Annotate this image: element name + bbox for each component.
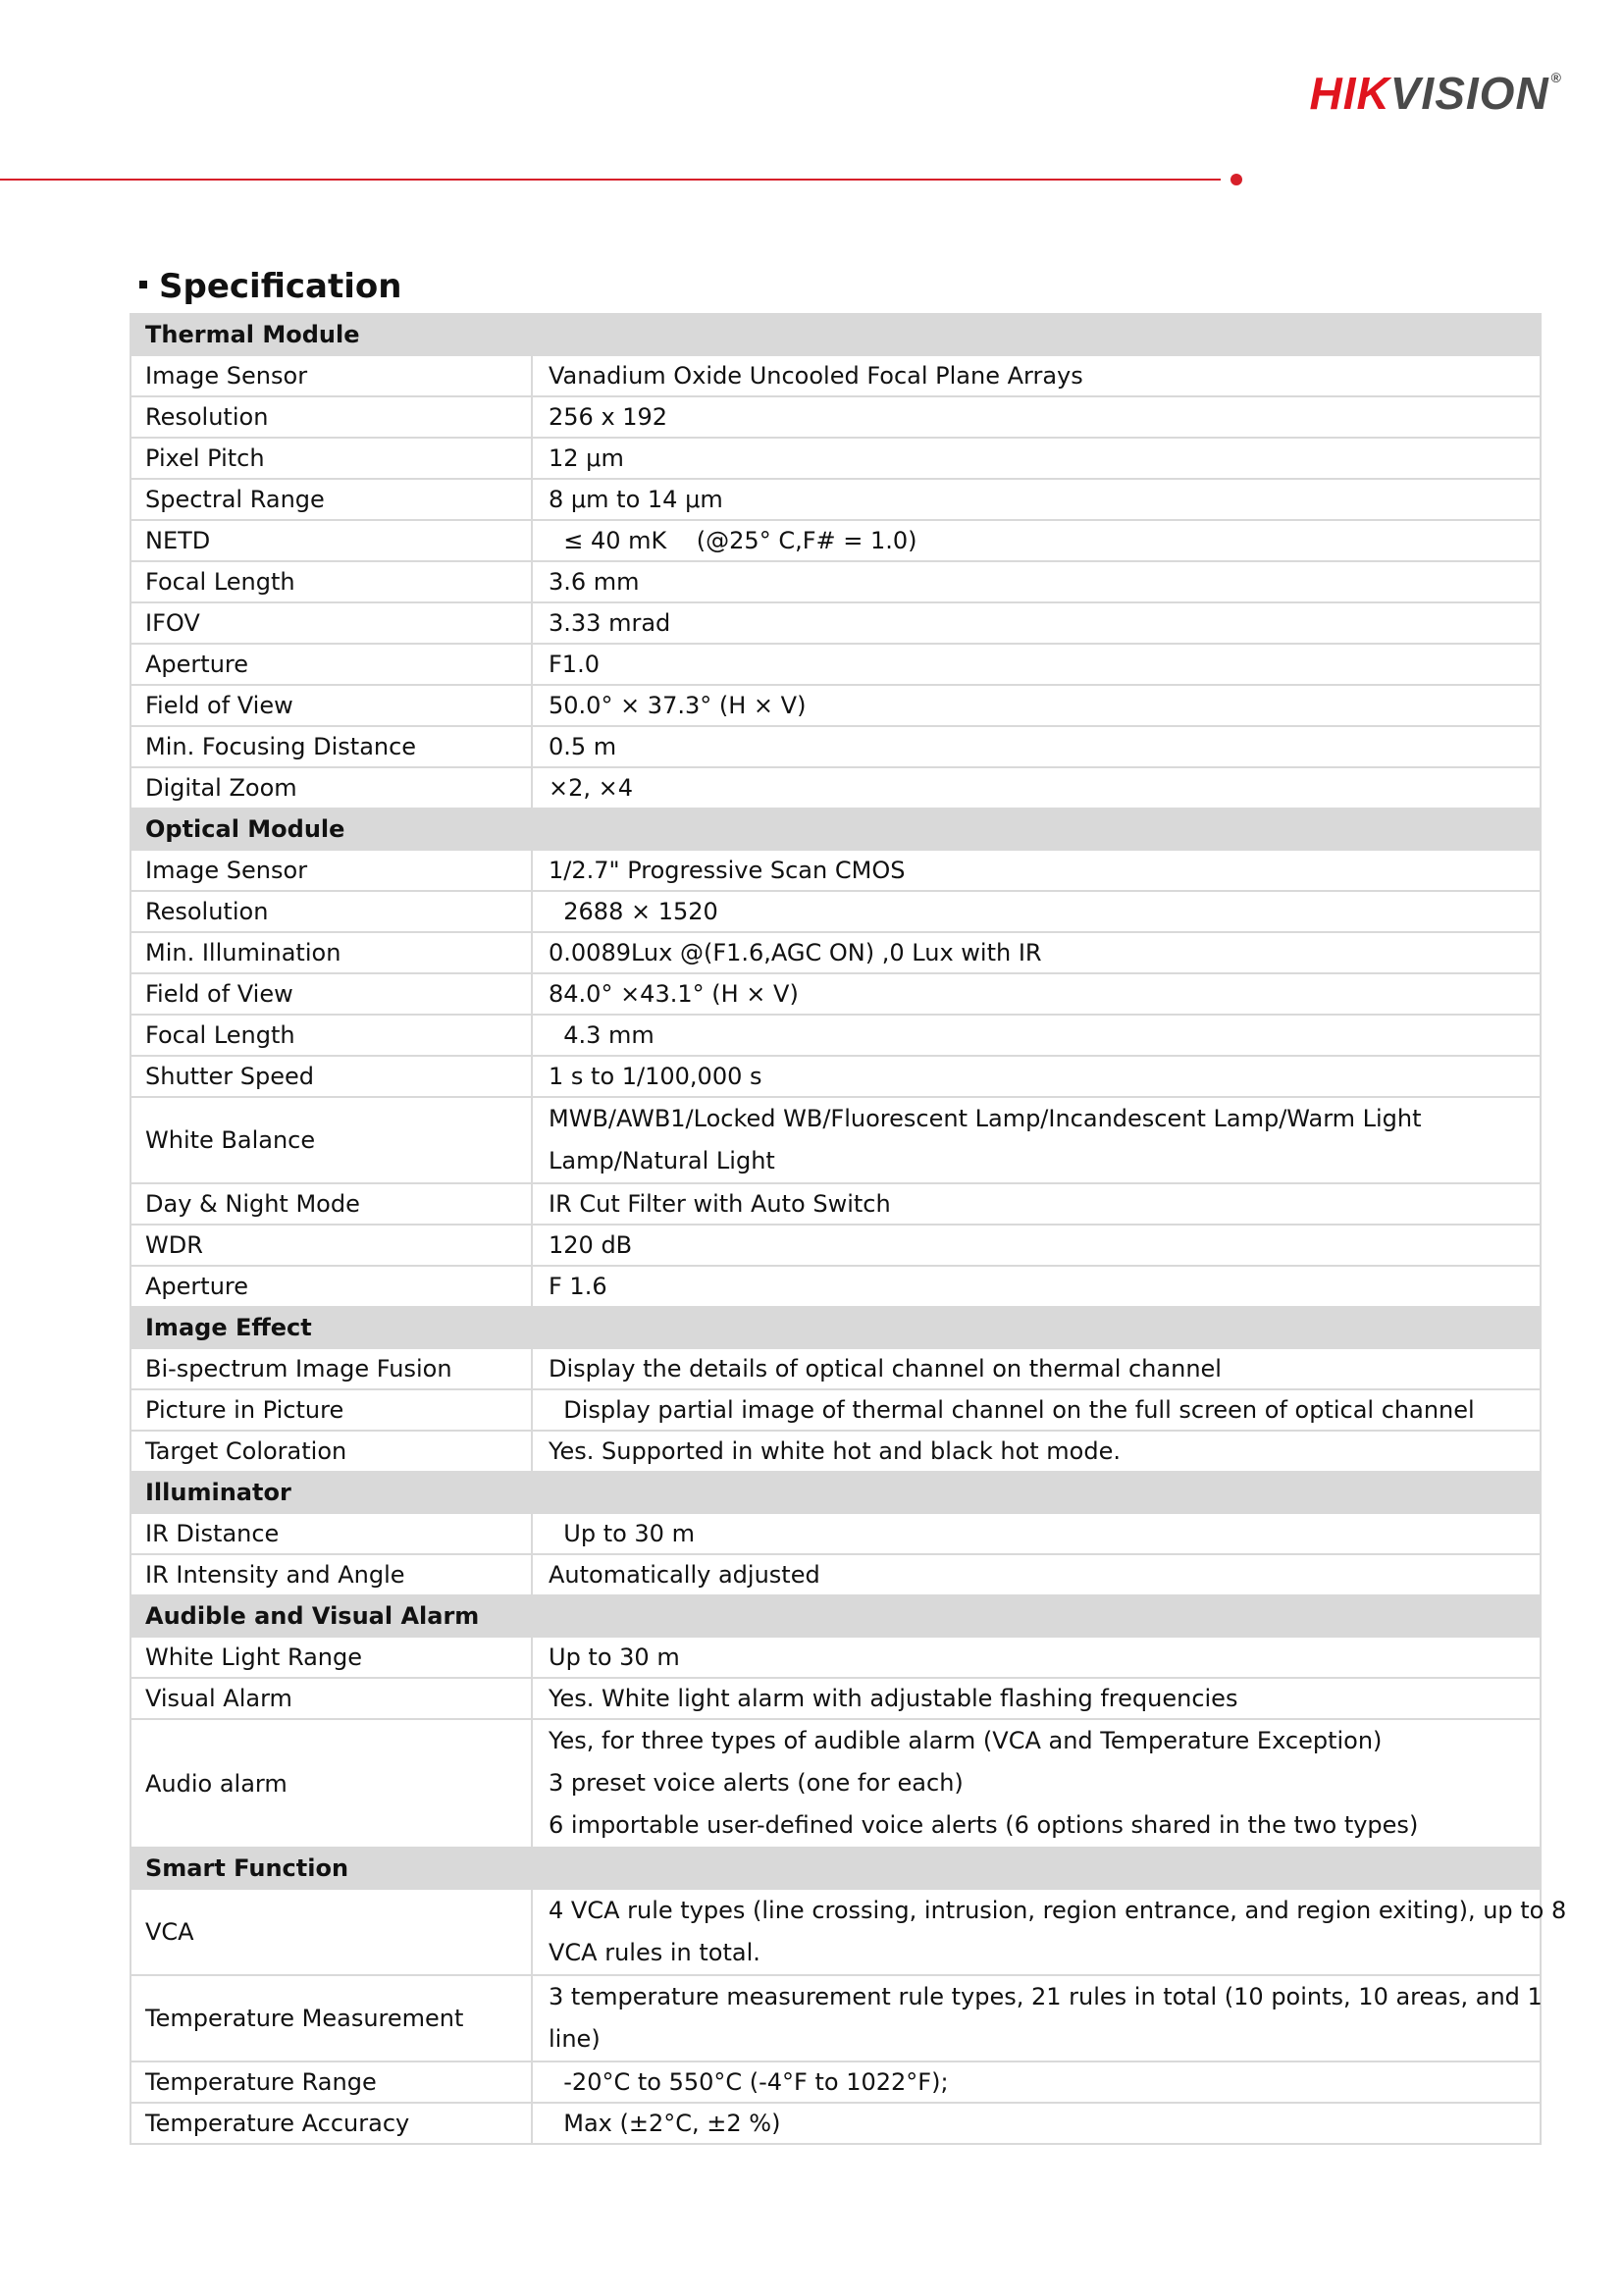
spec-value-line: Yes. White light alarm with adjustable flashing frequencies xyxy=(549,1685,1238,1712)
table-row xyxy=(131,1431,1541,1472)
section-header-row xyxy=(131,1595,1541,1637)
table-row xyxy=(131,2103,1541,2144)
spec-value xyxy=(532,644,1541,685)
spec-value xyxy=(532,1554,1541,1595)
table-row xyxy=(131,1097,1541,1183)
table-row xyxy=(131,973,1541,1015)
logo-hik: HIK xyxy=(1309,68,1390,119)
spec-value xyxy=(532,602,1541,644)
spec-label: Image Sensor xyxy=(131,355,532,396)
spec-value-line: 3 preset voice alerts (one for each) xyxy=(549,1769,964,1797)
spec-label: Target Coloration xyxy=(131,1431,532,1472)
spec-label: White Light Range xyxy=(131,1637,532,1678)
spec-value xyxy=(532,396,1541,438)
spec-value-line: Display the details of optical channel on thermal channel xyxy=(549,1355,1222,1383)
spec-label: WDR xyxy=(131,1225,532,1266)
spec-value-line: MWB/AWB1/Locked WB/Fluorescent Lamp/Incandescent Lamp/Warm Light xyxy=(549,1105,1422,1132)
spec-value xyxy=(532,1183,1541,1225)
table-row xyxy=(131,1889,1541,1975)
spec-value xyxy=(532,1431,1541,1472)
spec-value xyxy=(532,932,1541,973)
spec-value xyxy=(532,891,1541,932)
spec-value-line: Max (±2°C, ±2 %) xyxy=(549,2110,781,2137)
spec-label: VCA xyxy=(131,1889,532,1975)
spec-value-line: 4.3 mm xyxy=(549,1021,654,1049)
spec-value xyxy=(532,2103,1541,2144)
spec-value-line: 12 μm xyxy=(549,444,624,472)
spec-label: IR Distance xyxy=(131,1513,532,1554)
title-bullet-icon xyxy=(139,281,147,288)
table-row xyxy=(131,479,1541,520)
spec-value-line: 4 VCA rule types (line crossing, intrusion, region entrance, and region exiting), up to 8 xyxy=(549,1897,1567,1924)
table-row xyxy=(131,602,1541,644)
spec-value xyxy=(532,973,1541,1015)
spec-label: Aperture xyxy=(131,644,532,685)
spec-value xyxy=(532,1678,1541,1719)
table-row xyxy=(131,1225,1541,1266)
spec-value-line: Yes. Supported in white hot and black hot mode. xyxy=(549,1437,1121,1465)
spec-value-line: 0.0089Lux @(F1.6,AGC ON) ,0 Lux with IR xyxy=(549,939,1042,966)
page-title xyxy=(139,267,401,306)
spec-label: IR Intensity and Angle xyxy=(131,1554,532,1595)
spec-value-line: 0.5 m xyxy=(549,733,617,760)
header-divider-line xyxy=(0,179,1221,181)
logo-vision: VISION xyxy=(1389,68,1549,119)
spec-label: Picture in Picture xyxy=(131,1389,532,1431)
spec-value xyxy=(532,1889,1567,1975)
table-row xyxy=(131,644,1541,685)
spec-value-line: -20°C to 550°C (-4°F to 1022°F); xyxy=(549,2068,949,2096)
table-row xyxy=(131,396,1541,438)
table-row xyxy=(131,1554,1541,1595)
spec-label: NETD xyxy=(131,520,532,561)
spec-value-line: 2688 × 1520 xyxy=(549,898,718,925)
spec-value-line: Up to 30 m xyxy=(549,1520,695,1547)
spec-label: Field of View xyxy=(131,685,532,726)
section-header-row xyxy=(131,1848,1541,1889)
table-row xyxy=(131,1015,1541,1056)
spec-value xyxy=(532,1389,1541,1431)
spec-value-line: Automatically adjusted xyxy=(549,1561,820,1589)
spec-label: Spectral Range xyxy=(131,479,532,520)
table-row xyxy=(131,1348,1541,1389)
spec-value xyxy=(532,726,1541,767)
section-header-row xyxy=(131,1307,1541,1348)
table-row xyxy=(131,355,1541,396)
specification-table xyxy=(130,313,1567,2145)
spec-value-line: 1 s to 1/100,000 s xyxy=(549,1063,762,1090)
table-row xyxy=(131,438,1541,479)
spec-value-line: 3.6 mm xyxy=(549,568,640,596)
table-row xyxy=(131,1056,1541,1097)
header-divider-dot xyxy=(1230,174,1242,185)
spec-label: Min. Focusing Distance xyxy=(131,726,532,767)
section-title: Optical Module xyxy=(131,809,1541,850)
spec-value-line: F1.0 xyxy=(549,651,600,678)
spec-label: Visual Alarm xyxy=(131,1678,532,1719)
spec-label: Focal Length xyxy=(131,561,532,602)
section-title: Image Effect xyxy=(131,1307,1541,1348)
spec-value xyxy=(532,355,1541,396)
spec-label: Focal Length xyxy=(131,1015,532,1056)
spec-value-line: 8 μm to 14 μm xyxy=(549,486,723,513)
spec-value xyxy=(532,1266,1541,1307)
spec-value xyxy=(532,767,1541,809)
spec-value xyxy=(532,685,1541,726)
table-row xyxy=(131,2061,1541,2103)
table-row xyxy=(131,1678,1541,1719)
spec-value-line: F 1.6 xyxy=(549,1273,607,1300)
section-header-row xyxy=(131,1472,1541,1513)
table-row xyxy=(131,520,1541,561)
spec-value-line: 50.0° × 37.3° (H × V) xyxy=(549,692,807,719)
table-row xyxy=(131,767,1541,809)
spec-label: Digital Zoom xyxy=(131,767,532,809)
section-header-row xyxy=(131,314,1541,355)
spec-value-line: line) xyxy=(549,2025,601,2053)
spec-label: Resolution xyxy=(131,396,532,438)
spec-value-line: IR Cut Filter with Auto Switch xyxy=(549,1190,891,1218)
section-title: Illuminator xyxy=(131,1472,1541,1513)
spec-label: Pixel Pitch xyxy=(131,438,532,479)
spec-label: Aperture xyxy=(131,1266,532,1307)
spec-label: Bi-spectrum Image Fusion xyxy=(131,1348,532,1389)
table-row xyxy=(131,561,1541,602)
table-row xyxy=(131,1183,1541,1225)
spec-value-line: 3.33 mrad xyxy=(549,609,671,637)
spec-value-line: Vanadium Oxide Uncooled Focal Plane Arrays xyxy=(549,362,1083,390)
spec-label: Temperature Accuracy xyxy=(131,2103,532,2144)
spec-label: White Balance xyxy=(131,1097,532,1183)
spec-value-line: Yes, for three types of audible alarm (VCA and Temperature Exception) xyxy=(549,1727,1383,1754)
spec-value xyxy=(532,1097,1541,1183)
hikvision-logo xyxy=(1309,68,1563,119)
spec-value-line: Up to 30 m xyxy=(549,1644,680,1671)
spec-value xyxy=(532,1975,1541,2061)
spec-value xyxy=(532,479,1541,520)
spec-value xyxy=(532,1513,1541,1554)
spec-value xyxy=(532,1225,1541,1266)
spec-value xyxy=(532,850,1541,891)
spec-value-line: 1/2.7" Progressive Scan CMOS xyxy=(549,857,906,884)
table-row xyxy=(131,1975,1541,2061)
spec-value-line: ≤ 40 mK (@25° C,F# = 1.0) xyxy=(549,527,917,554)
section-title: Smart Function xyxy=(131,1848,1541,1889)
spec-value xyxy=(532,1348,1541,1389)
spec-value xyxy=(532,2061,1541,2103)
table-row xyxy=(131,685,1541,726)
spec-label: Resolution xyxy=(131,891,532,932)
spec-value-line: Display partial image of thermal channel on the full screen of optical channel xyxy=(549,1396,1475,1424)
spec-label: Day & Night Mode xyxy=(131,1183,532,1225)
spec-value xyxy=(532,438,1541,479)
spec-value-line: 84.0° ×43.1° (H × V) xyxy=(549,980,799,1008)
logo-registered-mark: ® xyxy=(1550,70,1562,85)
spec-label: Temperature Measurement xyxy=(131,1975,532,2061)
spec-label: Audio alarm xyxy=(131,1719,532,1848)
spec-value xyxy=(532,1015,1541,1056)
spec-label: Field of View xyxy=(131,973,532,1015)
spec-value-line: Lamp/Natural Light xyxy=(549,1147,775,1174)
spec-label: Image Sensor xyxy=(131,850,532,891)
spec-value xyxy=(532,1719,1541,1848)
table-row xyxy=(131,726,1541,767)
spec-value xyxy=(532,1056,1541,1097)
section-header-row xyxy=(131,809,1541,850)
spec-value xyxy=(532,520,1541,561)
spec-label: Temperature Range xyxy=(131,2061,532,2103)
spec-value-line: 3 temperature measurement rule types, 21 rules in total (10 points, 10 areas, and 1 xyxy=(549,1983,1543,2010)
section-title: Audible and Visual Alarm xyxy=(131,1595,1541,1637)
spec-value-line: 256 x 192 xyxy=(549,403,668,431)
table-row xyxy=(131,1637,1541,1678)
spec-label: IFOV xyxy=(131,602,532,644)
table-row xyxy=(131,850,1541,891)
spec-value-line: 120 dB xyxy=(549,1231,633,1259)
table-row xyxy=(131,1719,1541,1848)
table-row xyxy=(131,932,1541,973)
spec-value-line: VCA rules in total. xyxy=(549,1939,760,1966)
table-row xyxy=(131,1266,1541,1307)
spec-value-line: 6 importable user-defined voice alerts (6 options shared in the two types) xyxy=(549,1811,1419,1839)
spec-value-line: ×2, ×4 xyxy=(549,774,634,802)
table-row xyxy=(131,891,1541,932)
section-title: Thermal Module xyxy=(131,314,1541,355)
table-row xyxy=(131,1389,1541,1431)
spec-value xyxy=(532,561,1541,602)
table-row xyxy=(131,1513,1541,1554)
page-title-text: Specification xyxy=(159,267,402,306)
spec-value xyxy=(532,1637,1541,1678)
spec-label: Min. Illumination xyxy=(131,932,532,973)
spec-label: Shutter Speed xyxy=(131,1056,532,1097)
